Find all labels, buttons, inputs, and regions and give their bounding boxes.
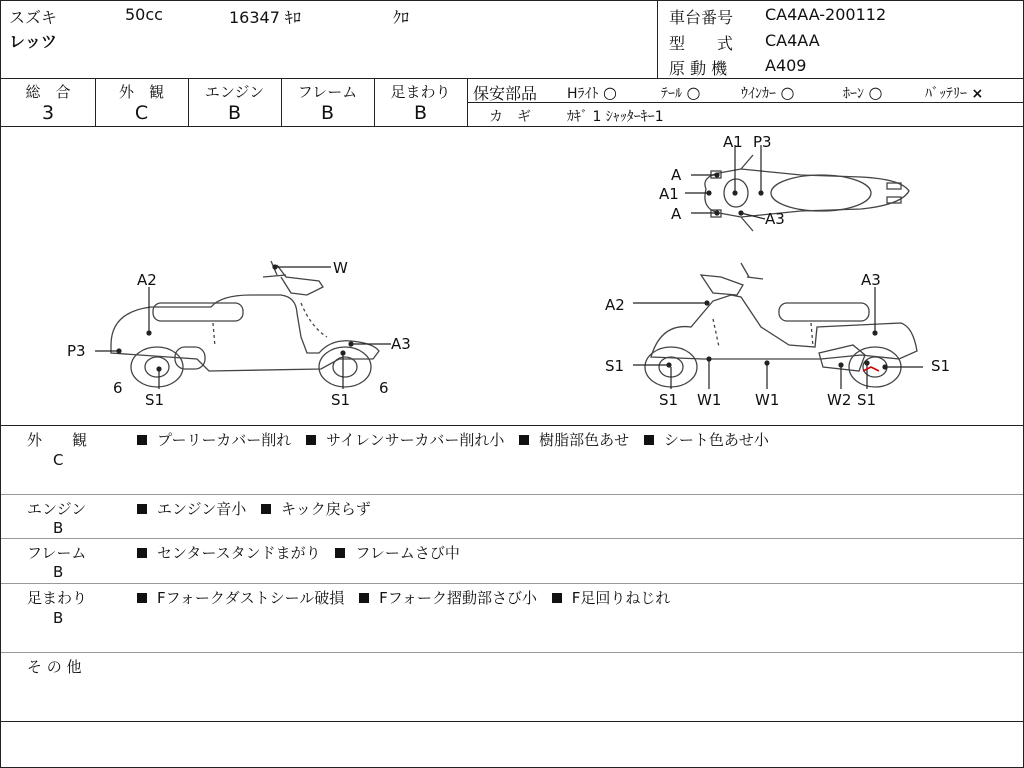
key-value: ｶｷﾞ 1 ｼｬｯﾀｰｷｰ1 bbox=[567, 109, 664, 125]
diagram-label: A3 bbox=[391, 335, 411, 353]
diagram-label: W1 bbox=[755, 391, 780, 409]
section-engine-grade: B bbox=[53, 519, 64, 537]
diagram-bottom-rule bbox=[1, 425, 1023, 426]
mileage: 16347 ｷﾛ bbox=[229, 8, 301, 27]
color: ｸﾛ bbox=[393, 8, 410, 27]
section-rule bbox=[1, 652, 1023, 653]
safety-item: ﾎｰﾝ ○ bbox=[843, 83, 883, 102]
section-exterior-items: プーリーカバー削れ サイレンサーカバー削れ小 樹脂部色あせ シート色あせ小 bbox=[133, 429, 775, 450]
section-rule bbox=[1, 494, 1023, 495]
section-exterior-grade: C bbox=[53, 451, 64, 469]
diagram-label: S1 bbox=[659, 391, 679, 409]
safety-item: ﾃｰﾙ ○ bbox=[661, 83, 701, 102]
frame-no-value: CA4AA-200112 bbox=[765, 5, 887, 24]
safety-item: Hﾗｲﾄ ○ bbox=[567, 83, 617, 102]
section-suspension-title: 足まわり bbox=[27, 589, 88, 607]
section-exterior-title: 外 観 bbox=[27, 431, 88, 449]
section-suspension-items: Fフォークダストシール破損 Fフォーク摺動部さび小 F足回りねじれ bbox=[133, 587, 676, 608]
diagram-label: 6 bbox=[113, 379, 123, 397]
diagram-label: S1 bbox=[931, 357, 951, 375]
engine-model-value: A409 bbox=[765, 56, 807, 75]
section-frame-items: センタースタンドまがり フレームさび中 bbox=[133, 542, 466, 563]
maker: スズキ bbox=[9, 8, 58, 27]
diagram-label: S1 bbox=[605, 357, 625, 375]
type-label: 型 式 bbox=[669, 34, 734, 53]
header-bottom-rule bbox=[1, 78, 1023, 79]
diagram-label: W2 bbox=[827, 391, 852, 409]
diagram-label: S1 bbox=[857, 391, 877, 409]
diagram-label: A2 bbox=[137, 271, 157, 289]
diagram-label: A3 bbox=[765, 210, 785, 228]
section-rule bbox=[1, 583, 1023, 584]
grade-frame-label: フレーム bbox=[297, 83, 358, 101]
displacement: 50cc bbox=[125, 5, 163, 24]
safety-item: ﾊﾞｯﾃﾘｰ × bbox=[925, 86, 984, 102]
diagram-label: A1 bbox=[723, 133, 743, 151]
section-suspension-grade: B bbox=[53, 609, 64, 627]
diagram-label: 6 bbox=[379, 379, 389, 397]
section-rule bbox=[1, 721, 1023, 722]
grade-engine-label: エンジン bbox=[204, 83, 265, 101]
section-other-title: そ の 他 bbox=[27, 658, 82, 676]
model-name: レッツ bbox=[9, 32, 57, 51]
grade-exterior-value: C bbox=[134, 102, 149, 124]
grade-total-label: 総 合 bbox=[25, 83, 71, 101]
header-divider bbox=[657, 1, 658, 78]
diagram-label: S1 bbox=[331, 391, 351, 409]
section-engine-title: エンジン bbox=[27, 500, 87, 518]
diagram-label: W bbox=[333, 259, 348, 277]
section-frame-grade: B bbox=[53, 563, 64, 581]
safety-item: ｳｲﾝｶｰ ○ bbox=[741, 83, 795, 102]
key-label: カ ギ bbox=[489, 109, 531, 125]
diagram-label: P3 bbox=[753, 133, 772, 151]
engine-model-label: 原 動 機 bbox=[669, 59, 728, 78]
section-frame-title: フレーム bbox=[27, 544, 87, 562]
grade-suspension-value: B bbox=[413, 102, 428, 124]
diagram-label: S1 bbox=[145, 391, 165, 409]
grade-frame-value: B bbox=[320, 102, 335, 124]
diagram-label: A1 bbox=[659, 185, 679, 203]
diagram-label: A3 bbox=[861, 271, 881, 289]
damage-diagram bbox=[1, 127, 1023, 425]
safety-parts-label: 保安部品 bbox=[473, 84, 538, 103]
section-rule bbox=[1, 538, 1023, 539]
grade-suspension-label: 足まわり bbox=[390, 83, 451, 101]
diagram-label: A bbox=[671, 205, 682, 223]
diagram-label: W1 bbox=[697, 391, 722, 409]
diagram-label: A2 bbox=[605, 296, 625, 314]
grade-engine-value: B bbox=[227, 102, 242, 124]
diagram-label: A bbox=[671, 166, 682, 184]
section-engine-items: エンジン音小 キック戻らず bbox=[133, 498, 377, 519]
diagram-label: P3 bbox=[67, 342, 86, 360]
damage-mark-icon bbox=[863, 367, 879, 371]
frame-no-label: 車台番号 bbox=[669, 8, 734, 27]
grade-total-value: 3 bbox=[41, 102, 55, 124]
grade-exterior-label: 外 観 bbox=[118, 83, 164, 101]
type-value: CA4AA bbox=[765, 31, 820, 50]
